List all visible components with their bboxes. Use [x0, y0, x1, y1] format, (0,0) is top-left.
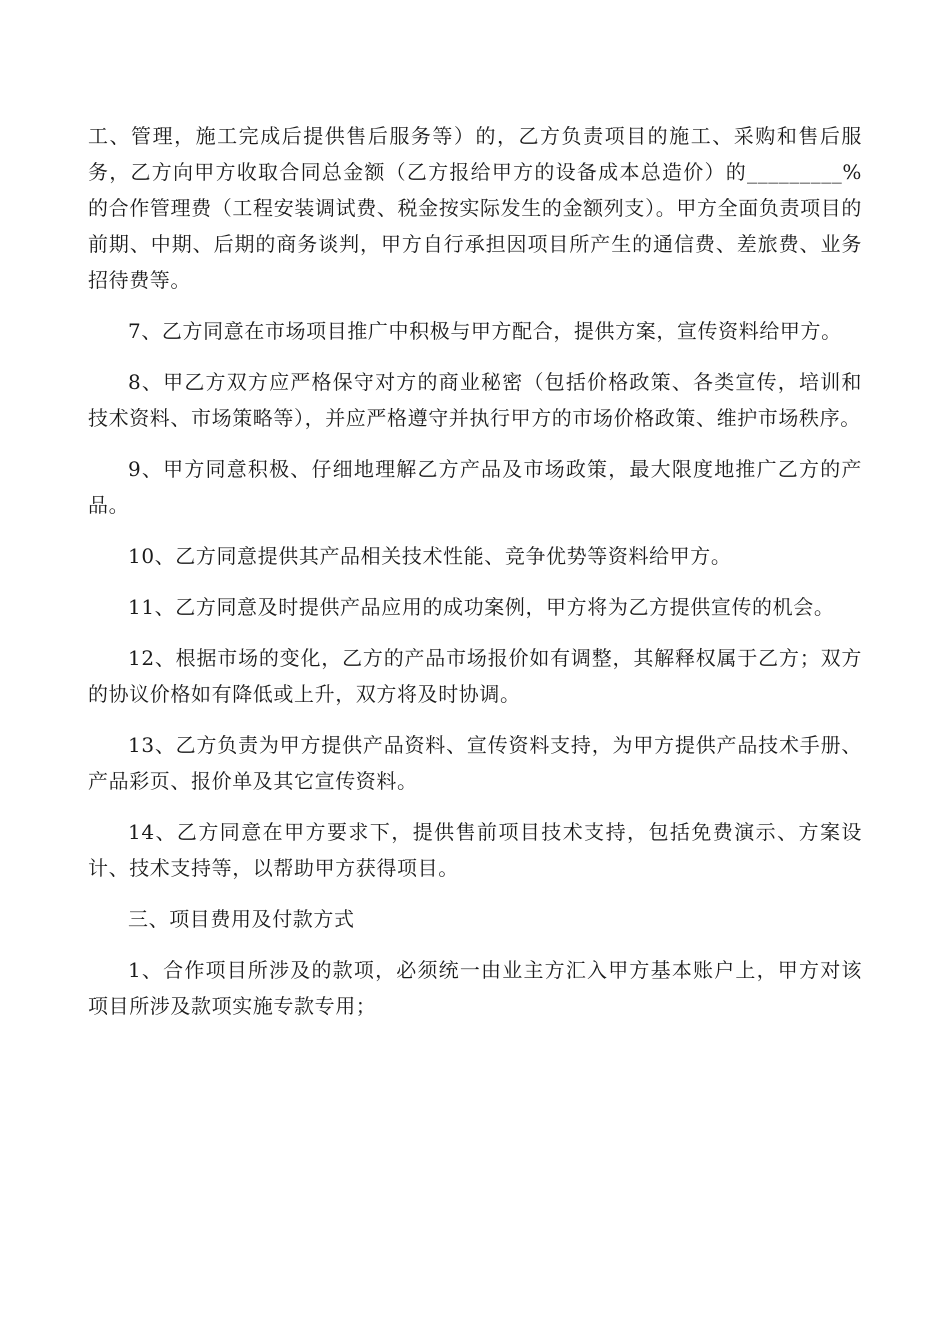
clause-14: 14、乙方同意在甲方要求下，提供售前项目技术支持，包括免费演示、方案设计、技术支持等，以帮助甲方获得项目。	[88, 820, 862, 880]
clause-8: 8、甲乙方双方应严格保守对方的商业秘密（包括价格政策、各类宣传，培训和技术资料、市场策略等），并应严格遵守并执行甲方的市场价格政策、维护市场秩序。	[88, 370, 862, 430]
clause-12: 12、根据市场的变化，乙方的产品市场报价如有调整，其解释权属于乙方；双方的协议价格如有降低或上升，双方将及时协调。	[88, 646, 862, 706]
clause-13: 13、乙方负责为甲方提供产品资料、宣传资料支持，为甲方提供产品技术手册、产品彩页、报价单及其它宣传资料。	[88, 733, 862, 793]
paragraph-continuation: 工、管理，施工完成后提供售后服务等）的，乙方负责项目的施工、采购和售后服务，乙方向甲方收取合同总金额（乙方报给甲方的设备成本总造价）的_________%的合作管理费（工程安装调试费、税金按实际发生的金额列支）。甲方全面负责项目的前期、中期、后期的商务谈判，甲方自行承担因项目所产生的通信费、差旅费、业务招待费等。	[88, 124, 862, 292]
clause-9: 9、甲方同意积极、仔细地理解乙方产品及市场政策，最大限度地推广乙方的产品。	[88, 457, 862, 517]
clause-11: 11、乙方同意及时提供产品应用的成功案例，甲方将为乙方提供宣传的机会。	[128, 595, 835, 619]
document-page	[88, 118, 862, 1024]
clause-7: 7、乙方同意在市场项目推广中积极与甲方配合，提供方案，宣传资料给甲方。	[128, 319, 842, 343]
clause-10: 10、乙方同意提供其产品相关技术性能、竞争优势等资料给甲方。	[128, 544, 732, 568]
section-heading-3: 三、项目费用及付款方式	[128, 907, 355, 931]
payment-clause-1: 1、合作项目所涉及的款项，必须统一由业主方汇入甲方基本账户上，甲方对该项目所涉及款项实施专款专用；	[88, 958, 862, 1018]
